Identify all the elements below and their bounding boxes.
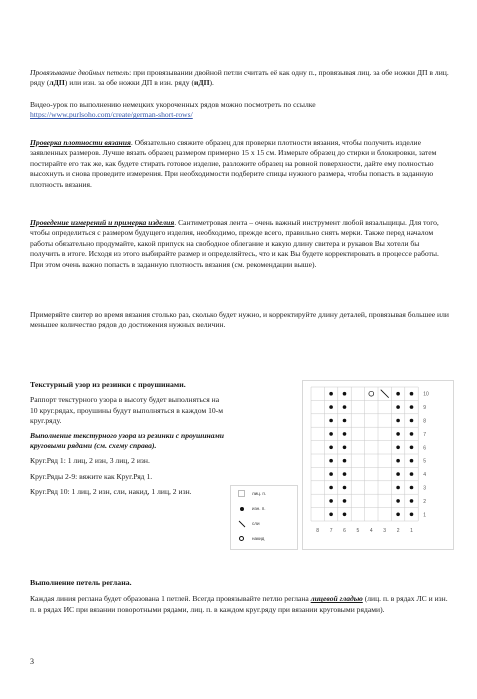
double-stitches-lead: Провязывание двойных петель (30, 68, 130, 77)
purl-dot-mark (396, 472, 400, 476)
purl-dot-mark (329, 405, 333, 409)
row-number-label: 3 (423, 485, 426, 492)
paragraph-fitting: Примеряйте свитер во время вязания столько раз, сколько будет нужно, и корректируйте длину деталей, провязывая большее или меньшее количество рядов до достижения нужных величин. (30, 310, 449, 330)
legend-item (231, 518, 297, 530)
ldp-abbrev: лДП (49, 78, 65, 88)
raglan-section (30, 578, 450, 615)
texture-heading: Текстурный узор из резинки с проушинами. (30, 380, 186, 389)
column-number-label: 7 (329, 528, 333, 534)
video-lesson-link[interactable]: https://www.purlsoho.com/create/german-short-rows/ (30, 110, 193, 120)
purl-dot-mark (396, 459, 400, 463)
row-number-label: 10 (423, 391, 429, 398)
column-number-label: 2 (396, 528, 400, 534)
texture-repeat-text: Раппорт текстурного узора в высоту будет выполняться на 10 круг.рядах, проушины будут выполняться в каждом 10-м круг.ряду. (30, 395, 224, 426)
purl-dot-mark (396, 513, 400, 517)
purl-dot-mark (343, 405, 347, 409)
video-lesson-text: Видео-урок по выполнению немецких укороченных рядов можно посмотреть по ссылке (30, 100, 316, 109)
page-number: 3 (30, 657, 34, 666)
purl-dot-mark (329, 486, 333, 490)
purl-dot-mark (329, 499, 333, 503)
column-number-label: 1 (410, 528, 413, 534)
purl-dot-mark (329, 472, 333, 476)
purl-dot-mark (343, 459, 347, 463)
slash-icon (237, 519, 246, 528)
row-number-label: 8 (423, 418, 426, 425)
purl-dot-mark (410, 419, 414, 423)
idp-abbrev: иДП (193, 78, 210, 88)
measurements-text: . Сантиметровая лента – очень важный инструмент любой вязальщицы. Для того, чтобы определиться с размером будущего изделия, необходимо, прежде всего, правильно снять мерки. Также перед началом работы обязательно продумайте, какой припуск на свободное облегание и какую длину свитера и рукавов Вы хотели бы получить в итоге. Исходя из этого выбирайте размер и определяйтесь, что и как Вы будете корректировать в процессе работы. При этом очень важно попасть в заданную плотность вязания (см. рекомендации выше). (30, 218, 439, 269)
gauge-check-lead: Проверка плотности вязания (30, 138, 131, 147)
raglan-text (30, 594, 450, 615)
row-number-label: 9 (423, 405, 426, 412)
empty-box-icon (237, 489, 246, 498)
row-number-label: 6 (423, 445, 426, 452)
purl-dot-mark (343, 472, 347, 476)
legend-item (231, 488, 297, 500)
column-number-label: 6 (343, 528, 346, 534)
purl-dot-mark (396, 499, 400, 503)
legend-label: сли (252, 521, 260, 526)
chart-legend (230, 485, 298, 550)
purl-dot-mark (396, 392, 400, 396)
purl-dot-mark (343, 392, 347, 396)
purl-dot-mark (329, 392, 333, 396)
column-number-label: 8 (316, 528, 320, 534)
purl-dot-mark (396, 486, 400, 490)
paragraph-measurements (30, 218, 450, 270)
purl-dot-mark (410, 405, 414, 409)
texture-pattern-section (30, 380, 225, 498)
purl-dot-mark (329, 446, 333, 450)
purl-dot-mark (410, 446, 414, 450)
purl-dot-mark (343, 486, 347, 490)
yarn-over-ring-mark (369, 391, 374, 396)
purl-dot-mark (343, 499, 347, 503)
purl-dot-mark (410, 472, 414, 476)
purl-dot-mark (410, 459, 414, 463)
purl-dot-mark (410, 432, 414, 436)
legend-label: накид (252, 536, 265, 541)
row-number-label: 4 (423, 472, 426, 479)
raglan-emphasis: лицевой гладью (310, 594, 363, 604)
purl-dot-mark (410, 392, 414, 396)
purl-dot-mark (329, 419, 333, 423)
legend-label: лиц. п. (252, 491, 267, 496)
row-number-label: 5 (423, 458, 426, 465)
double-stitches-text-a: : при провязывании двойной петли считать её как одну п., провязывая лиц. за обе ножки ДП в лиц. ряду ( (30, 68, 449, 88)
slip-slash-mark (381, 390, 389, 398)
legend-item (231, 503, 297, 515)
gauge-check-text: . Обязательно свяжите образец для проверки плотности вязания, чтобы получить изделие заявленных размеров. Лучше вязать образец размером примерно 15 х 15 см. Измерьте образец до стирки и блокировки, затем постирайте его так же, как будете стирать готовое изделие, разложите образец на ровной поверхности, дайте ему полностью высохнуть и снова проведите измерения. При необходимости подберите спицы нужного размера, чтобы попасть в заданную плотность вязания. (30, 138, 437, 189)
purl-dot-mark (343, 432, 347, 436)
purl-dot-mark (410, 513, 414, 517)
legend-label: изн. п. (252, 506, 266, 511)
purl-dot-mark (329, 513, 333, 517)
row-number-label: 7 (423, 431, 426, 438)
dot-icon (237, 504, 246, 513)
texture-rows-2-9: Круг.Ряды 2-9: вяжите как Круг.Ряд 1. (30, 471, 153, 481)
double-stitches-text-b: ) или изн. за обе ножки ДП в изн. ряду ( (64, 78, 194, 88)
paragraph-video-lesson (30, 100, 450, 121)
purl-dot-mark (343, 513, 347, 517)
purl-dot-mark (410, 499, 414, 503)
purl-dot-mark (343, 419, 347, 423)
double-stitches-text-c: ). (209, 78, 214, 88)
texture-row-10: Круг.Ряд 10: 1 лиц, 2 изн, сли, накид, 1 лиц, 2 изн. (30, 487, 192, 497)
purl-dot-mark (396, 446, 400, 450)
purl-dot-mark (343, 446, 347, 450)
column-number-label: 5 (356, 528, 360, 534)
column-number-label: 4 (369, 528, 373, 534)
row-number-label: 1 (423, 512, 426, 519)
purl-dot-mark (329, 459, 333, 463)
purl-dot-mark (329, 432, 333, 436)
row-number-label: 2 (423, 498, 426, 505)
paragraph-double-stitches (30, 68, 450, 89)
legend-item (231, 533, 297, 545)
texture-subheading: Выполнение текстурного узора из резинки с проушинами круговыми рядами (см. схему справа). (30, 430, 224, 451)
purl-dot-mark (396, 405, 400, 409)
texture-row-1: Круг.Ряд 1: 1 лиц, 2 изн, 3 лиц, 2 изн. (30, 456, 150, 466)
knitting-chart (302, 380, 454, 550)
purl-dot-mark (396, 432, 400, 436)
raglan-heading: Выполнение петель реглана. (30, 578, 132, 587)
raglan-text-b: (лиц. п. в рядах ЛС и изн. п. в рядах ИС при вязании поворотными рядами, лиц. п. в каждом круг.ряду при вязании круговыми рядами). (30, 594, 448, 614)
knitting-chart-svg (303, 381, 453, 549)
purl-dot-mark (396, 419, 400, 423)
purl-dot-mark (410, 486, 414, 490)
paragraph-gauge-check (30, 138, 450, 190)
measurements-lead: Проведение измерений и примерка изделия (30, 218, 175, 227)
column-number-label: 3 (383, 528, 387, 534)
ring-icon (237, 534, 246, 543)
raglan-text-a: Каждая линия реглана будет образована 1 петлей. Всегда провязывайте петлю реглана (30, 594, 311, 604)
